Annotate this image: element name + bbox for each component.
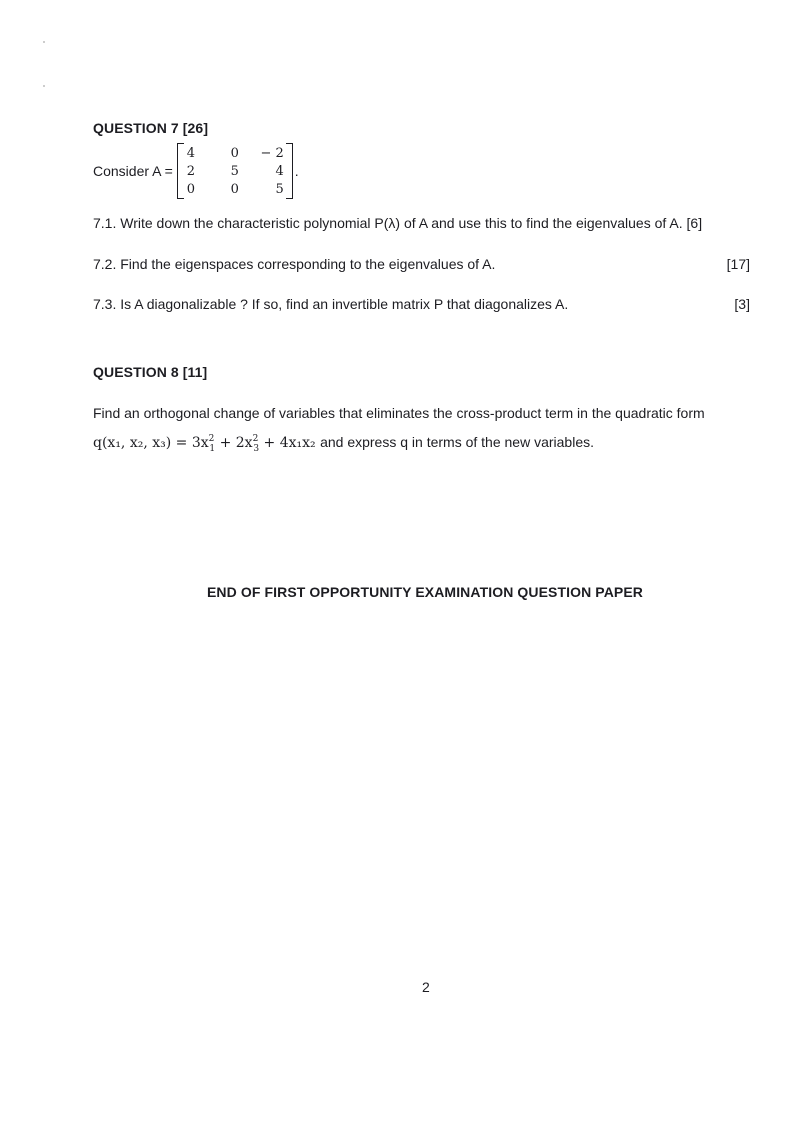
- question-7-2: [93, 256, 495, 272]
- item-text: Find the eigenspaces corresponding to the eigenvalues of A.: [120, 256, 496, 272]
- left-bracket: [177, 143, 184, 199]
- matrix-cell: 5: [230, 163, 239, 179]
- formula-lhs: q(x₁, x₂, x₃) =: [93, 435, 188, 451]
- question-7-heading: QUESTION 7 [26]: [93, 120, 209, 136]
- page-number: 2: [422, 979, 430, 995]
- matrix-cell: 4: [186, 145, 196, 161]
- matrix-cell: 2: [186, 163, 196, 179]
- formula-term: 3x: [191, 435, 209, 451]
- end-of-paper-text: END OF FIRST OPPORTUNITY EXAMINATION QUESTION PAPER: [206, 584, 644, 600]
- item-number: 7.2.: [93, 256, 117, 272]
- item-marks: [17]: [726, 256, 750, 272]
- matrix-cell: 4: [275, 163, 284, 179]
- matrix-cell: 5: [275, 181, 284, 197]
- subscript: 1: [209, 443, 216, 454]
- plus-sign: +: [263, 435, 276, 451]
- formula-term: 2x: [235, 435, 253, 451]
- matrix-cell: 0: [186, 181, 196, 197]
- matrix-cell: 0: [230, 145, 239, 161]
- question-7-1: [93, 215, 702, 231]
- question-7-3: [93, 296, 568, 312]
- item-text: Write down the characteristic polynomial P(λ) of A and use this to find the eigenvalues of A.: [120, 215, 683, 231]
- exponent: 2: [208, 434, 215, 445]
- item-number: 7.3.: [93, 296, 117, 312]
- matrix-terminator: .: [294, 163, 299, 179]
- line2-tail: and express q in terms of the new variables.: [320, 434, 594, 450]
- subscript: 3: [253, 443, 260, 454]
- matrix-cell: − 2: [260, 145, 284, 161]
- question-8-text-line1: Find an orthogonal change of variables that eliminates the cross-product term in the quadratic form: [93, 405, 705, 421]
- question-8-text-line2: [93, 434, 594, 454]
- quadratic-form: [93, 434, 320, 454]
- formula-term: 4x₁x₂: [279, 435, 316, 451]
- scan-speck: [43, 85, 45, 87]
- consider-label: Consider A =: [93, 163, 173, 179]
- exponent: 2: [252, 434, 259, 445]
- matrix-a: [177, 143, 293, 199]
- plus-sign: +: [219, 435, 232, 451]
- item-marks: [6]: [686, 215, 703, 231]
- question-8-heading: QUESTION 8 [11]: [93, 364, 208, 380]
- right-bracket: [286, 143, 293, 199]
- item-marks: [3]: [734, 296, 750, 312]
- matrix-cell: 0: [230, 181, 239, 197]
- scan-speck: [43, 41, 45, 43]
- matrix-entries: [184, 144, 286, 198]
- item-number: 7.1.: [93, 215, 117, 231]
- matrix-definition: [93, 143, 299, 199]
- item-text: Is A diagonalizable ? If so, find an invertible matrix P that diagonalizes A.: [120, 296, 569, 312]
